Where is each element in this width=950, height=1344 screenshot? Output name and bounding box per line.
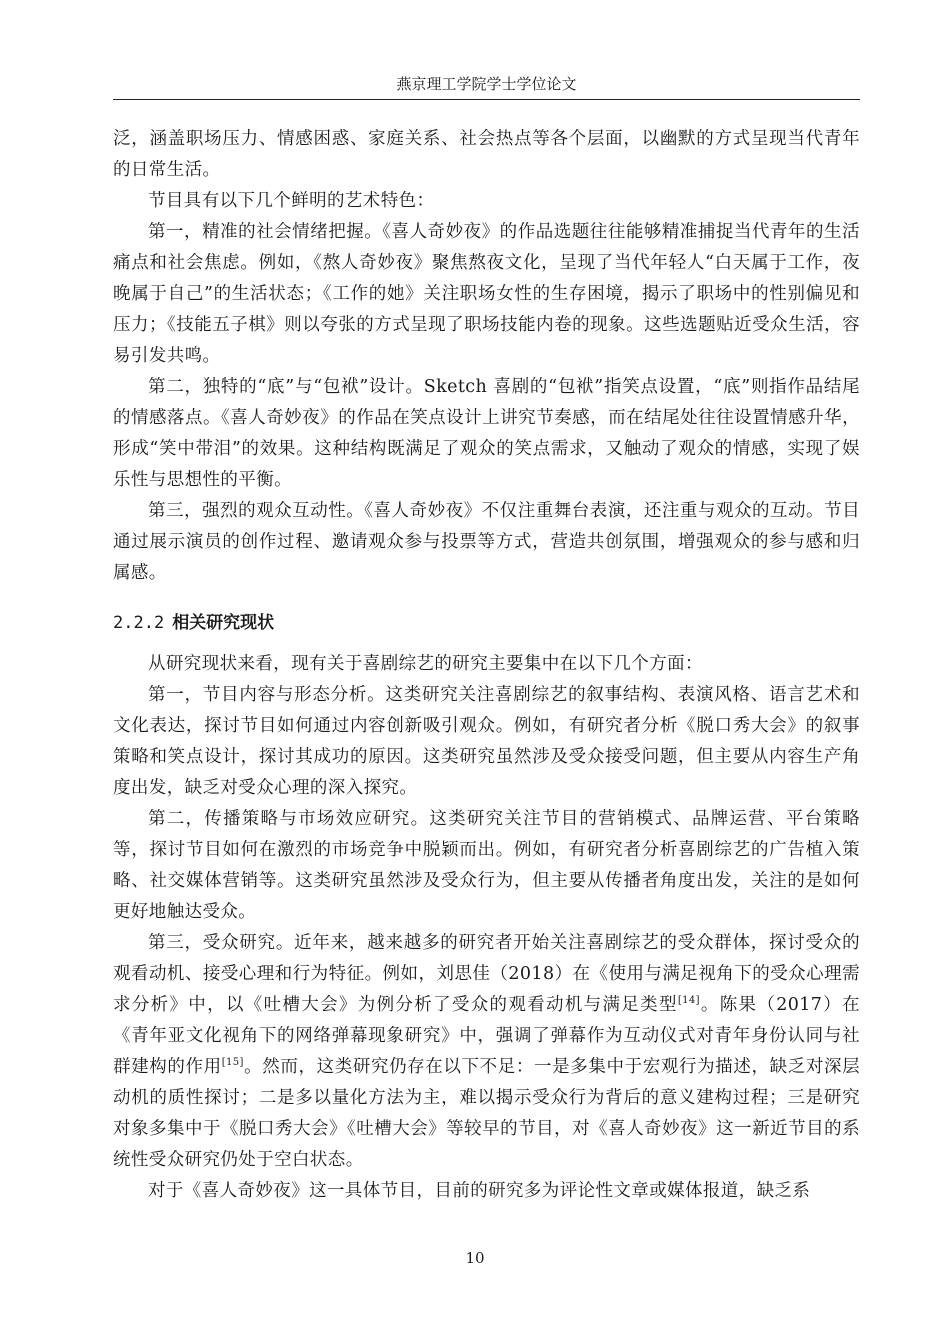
section-number: 2.2.2 xyxy=(113,613,165,633)
body-paragraph: 对于《喜人奇妙夜》这一具体节目，目前的研究多为评论性文章或媒体报道，缺乏系 xyxy=(148,1181,811,1201)
body-paragraph: 第二，传播策略与市场效应研究。这类研究关注节目的营销模式、品牌运营、平台策略等，探讨节目如何在激烈的市场竞争中脱颖而出。例如，有研究者分析喜剧综艺的广告植入策略、社交媒体营销等。这类研究虽然涉及受众行为，但主要从传播者角度出发，关注的是如何更好地触达受众。 xyxy=(113,809,860,922)
section-title: 相关研究现状 xyxy=(172,613,275,633)
document-body xyxy=(113,124,860,1207)
citation-ref: [15] xyxy=(221,1057,244,1069)
header-rule xyxy=(113,99,860,100)
body-paragraph: 节目具有以下几个鲜明的艺术特色： xyxy=(148,191,435,211)
body-paragraph: 第一，节目内容与形态分析。这类研究关注喜剧综艺的叙事结构、表演风格、语言艺术和文化表达，探讨节目如何通过内容创新吸引观众。例如，有研究者分析《脱口秀大会》的叙事策略和笑点设计，探讨其成功的原因。这类研究虽然涉及受众接受问题，但主要从内容生产角度出发，缺乏对受众心理的深入探究。 xyxy=(113,685,860,798)
paragraph-text: 。陈果（2017）在《青年亚文化视角下的网络弹幕现象研究》中，强调了弹幕作为互动仪式对青年身份认同与社群建构的作用 xyxy=(113,995,860,1077)
body-paragraph: 从研究现状来看，现有关于喜剧综艺的研究主要集中在以下几个方面： xyxy=(148,654,703,674)
body-paragraph: 第二，独特的“底”与“包袱”设计。Sketch 喜剧的“包袱”指笑点设置，“底”则指作品结尾的情感落点。《喜人奇妙夜》的作品在笑点设计上讲究节奏感，而在结尾处往往设置情感升华，形成“笑中带泪”的效果。这种结构既满足了观众的笑点需求，又触动了观众的情感，实现了娱乐性与思想性的平衡。 xyxy=(113,377,860,490)
page-number: 10 xyxy=(465,1249,485,1267)
page-header-title: 燕京理工学院学士学位论文 xyxy=(396,75,577,93)
body-paragraph: 第三，强烈的观众互动性。《喜人奇妙夜》不仅注重舞台表演，还注重与观众的互动。节目通过展示演员的创作过程、邀请观众参与投票等方式，营造共创氛围，增强观众的参与感和归属感。 xyxy=(113,501,860,583)
paragraph-text: 。然而，这类研究仍存在以下不足：一是多集中于宏观行为描述，缺乏对深层动机的质性探讨；二是多以量化方法为主，难以揭示受众行为背后的意义建构过程；三是研究对象多集中于《脱口秀大会》《吐槽大会》等较早的节目，对《喜人奇妙夜》这一新近节目的系统性受众研究仍处于空白状态。 xyxy=(113,1057,860,1170)
body-paragraph xyxy=(113,928,860,1176)
body-paragraph: 泛，涵盖职场压力、情感困惑、家庭关系、社会热点等各个层面，以幽默的方式呈现当代青年的日常生活。 xyxy=(113,129,860,180)
paragraph-text: 第三，受众研究。近年来，越来越多的研究者开始关注喜剧综艺的受众群体，探讨受众的观看动机、接受心理和行为特征。例如，刘思佳（2018）在《使用与满足视角下的受众心理需求分析》中，以《吐槽大会》为例分析了受众的观看动机与满足类型 xyxy=(113,933,860,1015)
citation-ref: [14] xyxy=(677,995,700,1007)
section-heading xyxy=(113,611,860,635)
body-paragraph: 第一，精准的社会情绪把握。《喜人奇妙夜》的作品选题往往能够精准捕捉当代青年的生活痛点和社会焦虑。例如，《熬人奇妙夜》聚焦熬夜文化，呈现了当代年轻人“白天属于工作，夜晚属于自己”的生活状态；《工作的她》关注职场女性的生存困境，揭示了职场中的性别偏见和压力；《技能五子棋》则以夸张的方式呈现了职场技能内卷的现象。这些选题贴近受众生活，容易引发共鸣。 xyxy=(113,222,860,366)
